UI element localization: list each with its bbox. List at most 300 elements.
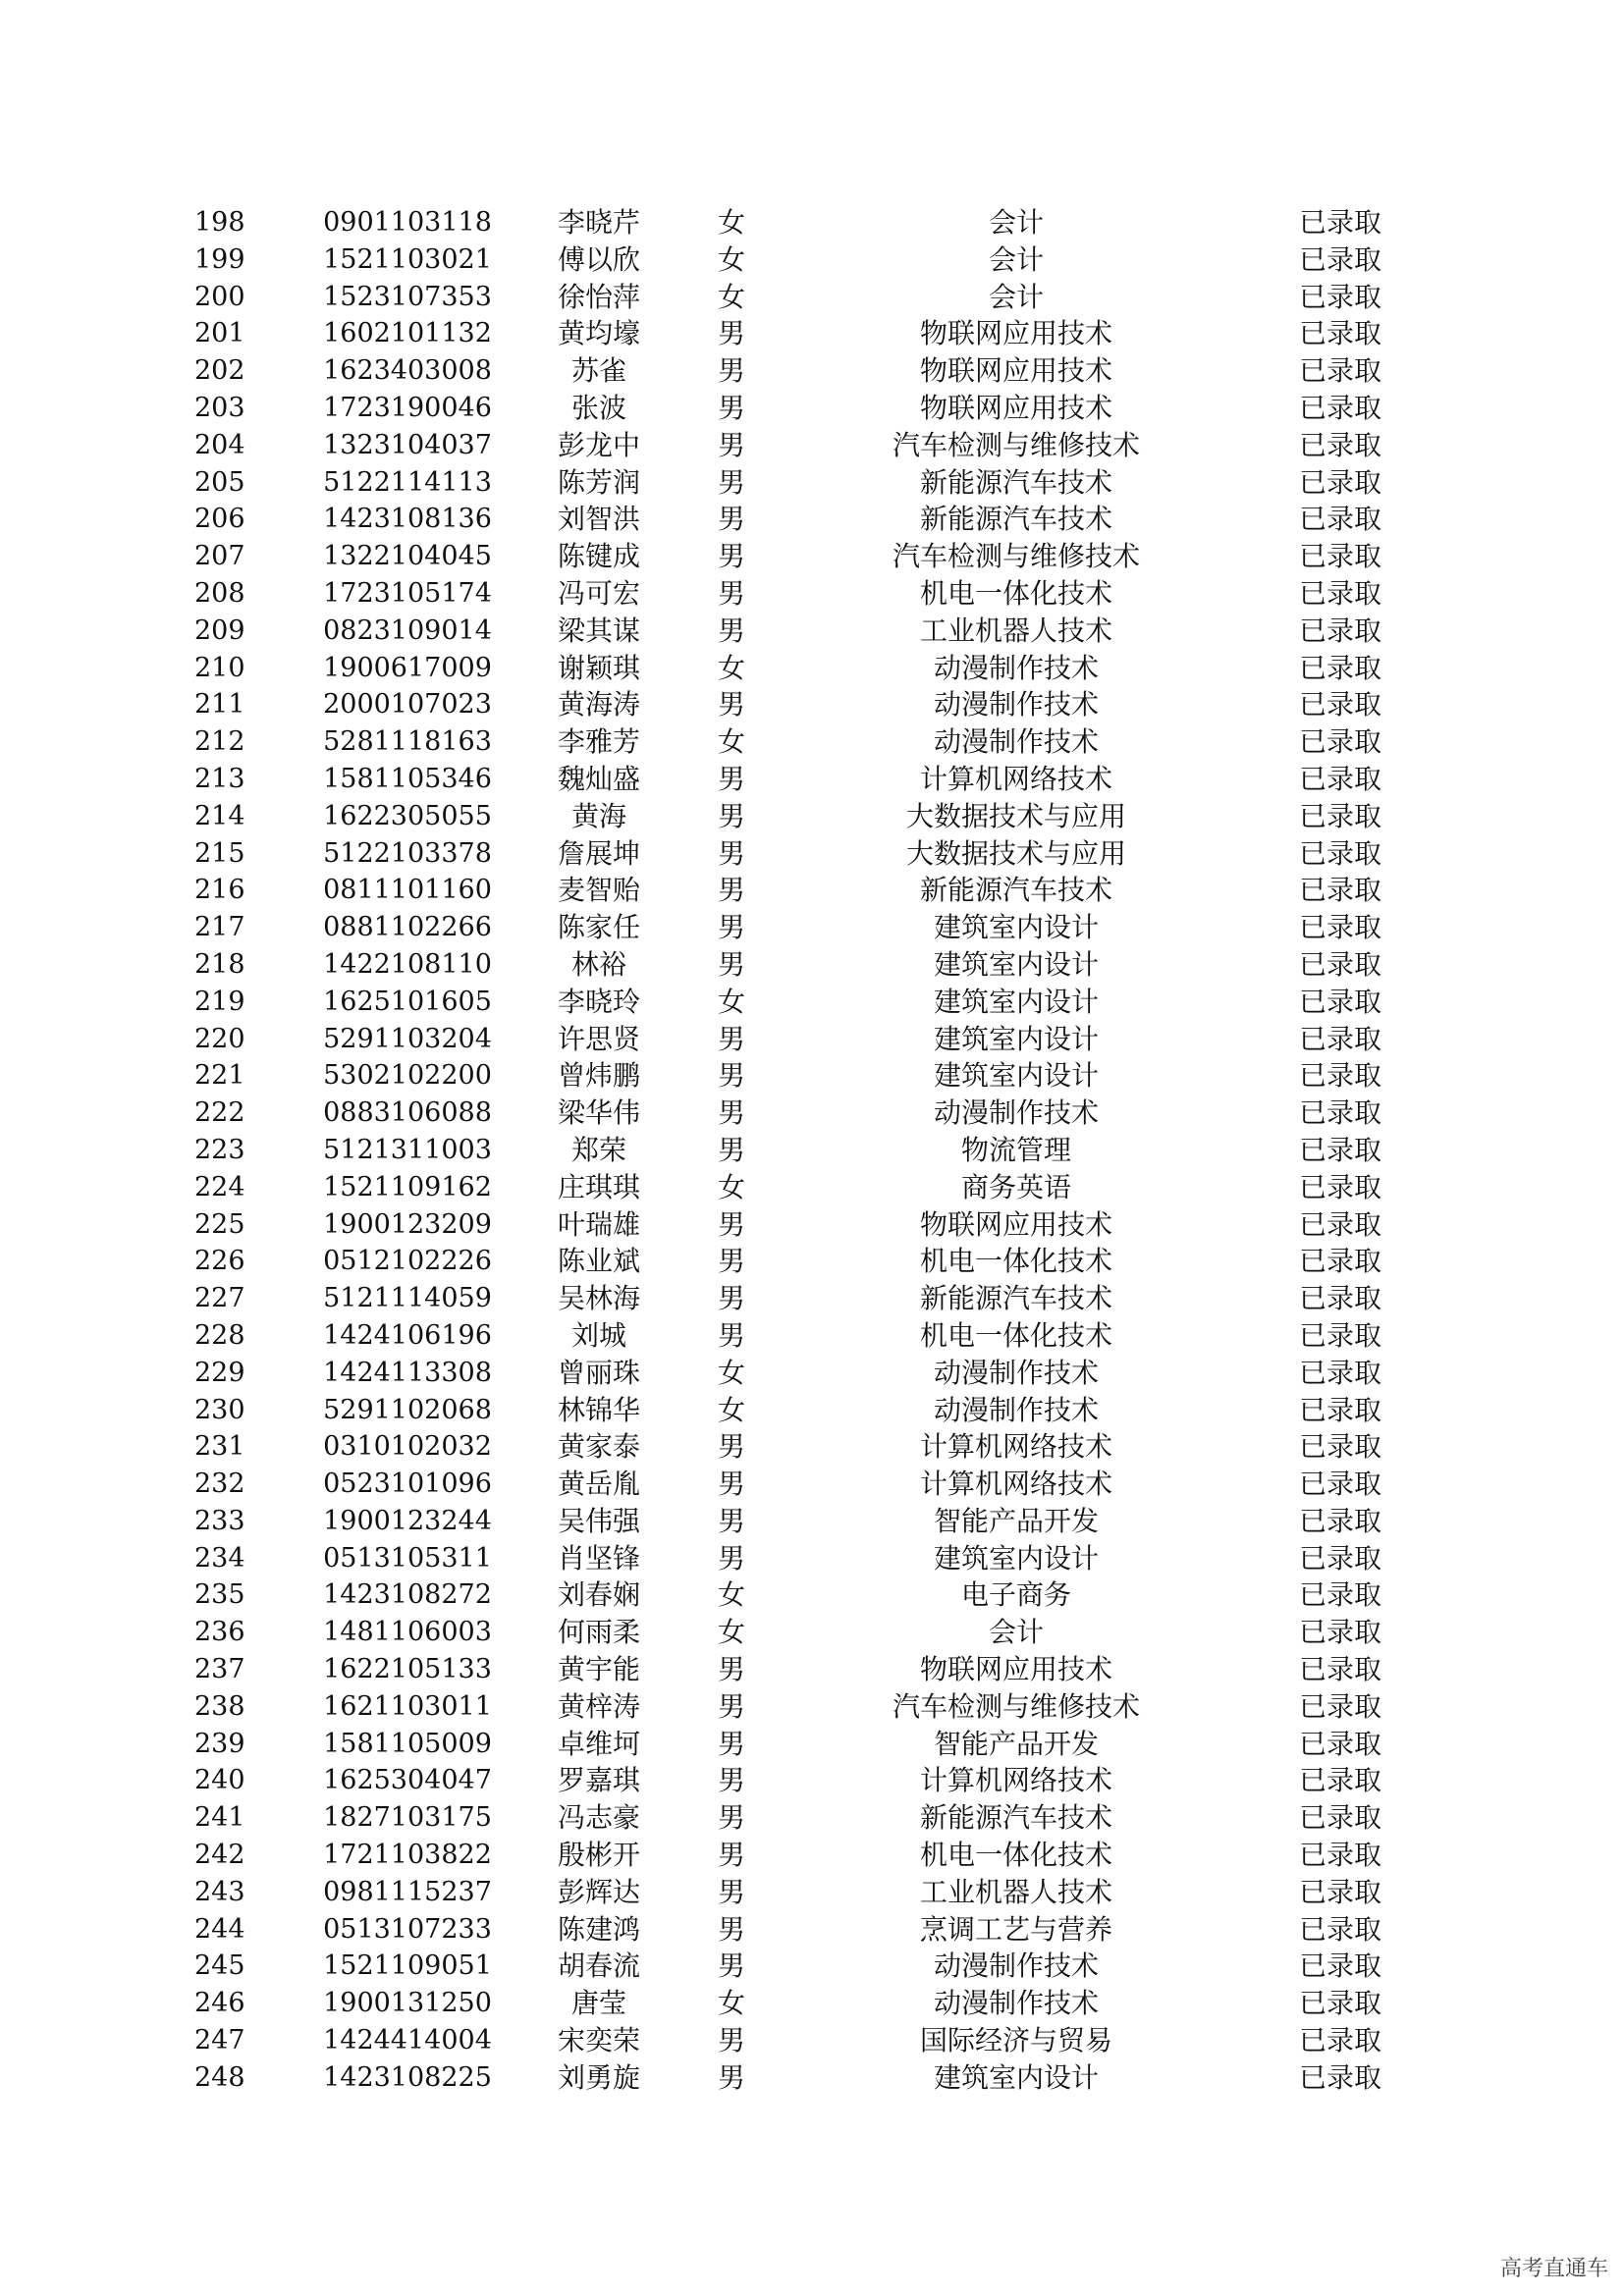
admission-list	[0, 204, 1624, 2097]
candidate-id: 1581105346	[323, 763, 492, 794]
admission-status: 已录取	[1298, 1504, 1381, 1537]
table-row	[0, 1132, 1624, 1169]
student-name: 傅以欣	[557, 242, 640, 276]
major: 动漫制作技术	[933, 1393, 1099, 1426]
gender: 男	[717, 540, 745, 573]
gender: 男	[717, 354, 745, 388]
candidate-id: 1523107353	[323, 281, 492, 312]
gender: 女	[717, 725, 745, 759]
table-row	[0, 464, 1624, 502]
major: 烹调工艺与营养	[919, 1912, 1112, 1946]
candidate-id: 1723105174	[323, 577, 492, 609]
table-row	[0, 1985, 1624, 2022]
major: 机电一体化技术	[919, 1839, 1112, 1872]
student-name: 陈家任	[557, 911, 640, 944]
major: 新能源汽车技术	[919, 503, 1112, 536]
gender: 男	[717, 1282, 745, 1315]
table-row	[0, 1466, 1624, 1503]
row-number: 233	[194, 1505, 245, 1536]
table-row	[0, 2059, 1624, 2097]
table-row	[0, 872, 1624, 909]
gender: 男	[717, 1764, 745, 1797]
major: 动漫制作技术	[933, 1949, 1099, 1983]
major: 智能产品开发	[933, 1504, 1099, 1537]
row-number: 235	[194, 1579, 245, 1611]
candidate-id: 0513107233	[323, 1913, 492, 1945]
row-number: 215	[194, 837, 245, 869]
candidate-id: 1625101605	[323, 986, 492, 1017]
gender: 女	[717, 242, 745, 276]
table-row	[0, 835, 1624, 873]
student-name: 卓维坷	[557, 1727, 640, 1760]
gender: 男	[717, 1504, 745, 1537]
student-name: 李雅芳	[557, 725, 640, 759]
candidate-id: 1521109162	[323, 1171, 492, 1202]
row-number: 202	[194, 355, 245, 387]
candidate-id: 5122103378	[323, 837, 492, 869]
candidate-id: 1322104045	[323, 541, 492, 572]
major: 建筑室内设计	[933, 1059, 1099, 1093]
candidate-id: 1521109051	[323, 1950, 492, 1982]
table-row	[0, 1576, 1624, 1614]
candidate-id: 1622105133	[323, 1654, 492, 1685]
table-row	[0, 1392, 1624, 1429]
student-name: 陈键成	[557, 540, 640, 573]
table-row	[0, 538, 1624, 575]
major: 国际经济与贸易	[919, 2024, 1112, 2057]
candidate-id: 0823109014	[323, 614, 492, 646]
major: 建筑室内设计	[933, 1022, 1099, 1055]
major: 动漫制作技术	[933, 1096, 1099, 1130]
admission-status: 已录取	[1298, 391, 1381, 424]
major: 汽车检测与维修技术	[892, 428, 1140, 461]
candidate-id: 1900123244	[323, 1505, 492, 1536]
admission-status: 已录取	[1298, 465, 1381, 499]
admission-status: 已录取	[1298, 2060, 1381, 2094]
gender: 女	[717, 1987, 745, 2020]
major: 会计	[988, 1616, 1044, 1649]
admission-status: 已录取	[1298, 1430, 1381, 1464]
table-row	[0, 1874, 1624, 1911]
admission-status: 已录取	[1298, 1875, 1381, 1908]
candidate-id: 2000107023	[323, 689, 492, 721]
student-name: 郑荣	[570, 1133, 626, 1166]
table-row	[0, 1355, 1624, 1392]
admission-status: 已录取	[1298, 1987, 1381, 2020]
admission-status: 已录取	[1298, 651, 1381, 684]
major: 动漫制作技术	[933, 688, 1099, 721]
table-row	[0, 1762, 1624, 1799]
candidate-id: 1422108110	[323, 948, 492, 980]
admission-status: 已录取	[1298, 540, 1381, 573]
admission-status: 已录取	[1298, 1356, 1381, 1389]
student-name: 曾炜鹏	[557, 1059, 640, 1093]
admission-status: 已录取	[1298, 576, 1381, 610]
gender: 女	[717, 1170, 745, 1203]
candidate-id: 5122114113	[323, 466, 492, 498]
gender: 男	[717, 503, 745, 536]
student-name: 苏雀	[570, 354, 626, 388]
row-number: 225	[194, 1208, 245, 1240]
row-number: 203	[194, 392, 245, 423]
table-row	[0, 1503, 1624, 1540]
student-name: 罗嘉琪	[557, 1764, 640, 1797]
candidate-id: 0901103118	[323, 207, 492, 238]
table-row	[0, 352, 1624, 390]
major: 建筑室内设计	[933, 947, 1099, 981]
major: 动漫制作技术	[933, 651, 1099, 684]
table-row	[0, 1688, 1624, 1726]
candidate-id: 1521103021	[323, 243, 492, 275]
admission-status: 已录取	[1298, 280, 1381, 313]
admission-status: 已录取	[1298, 1689, 1381, 1723]
gender: 男	[717, 465, 745, 499]
major: 智能产品开发	[933, 1727, 1099, 1760]
row-number: 199	[194, 243, 245, 275]
table-row	[0, 1317, 1624, 1355]
row-number: 218	[194, 948, 245, 980]
candidate-id: 1622305055	[323, 800, 492, 831]
gender: 男	[717, 874, 745, 907]
row-number: 226	[194, 1246, 245, 1277]
admission-status: 已录取	[1298, 1393, 1381, 1426]
major: 汽车检测与维修技术	[892, 1689, 1140, 1723]
candidate-id: 1581105009	[323, 1728, 492, 1759]
row-number: 242	[194, 1840, 245, 1871]
gender: 女	[717, 280, 745, 313]
candidate-id: 0881102266	[323, 912, 492, 943]
major: 新能源汽车技术	[919, 1801, 1112, 1835]
table-row	[0, 501, 1624, 538]
row-number: 234	[194, 1542, 245, 1574]
major: 物联网应用技术	[919, 317, 1112, 350]
row-number: 201	[194, 318, 245, 349]
table-row	[0, 1095, 1624, 1132]
admission-status: 已录取	[1298, 1912, 1381, 1946]
table-row	[0, 204, 1624, 241]
table-row	[0, 427, 1624, 464]
candidate-id: 1900617009	[323, 652, 492, 683]
row-number: 245	[194, 1950, 245, 1982]
table-row	[0, 1948, 1624, 1985]
row-number: 224	[194, 1171, 245, 1202]
student-name: 刘智洪	[557, 503, 640, 536]
candidate-id: 1423108225	[323, 2061, 492, 2093]
table-row	[0, 1428, 1624, 1466]
candidate-id: 1723190046	[323, 392, 492, 423]
admission-status: 已录取	[1298, 1133, 1381, 1166]
candidate-id: 1424106196	[323, 1319, 492, 1351]
gender: 女	[717, 1393, 745, 1426]
admission-status: 已录取	[1298, 1318, 1381, 1352]
candidate-id: 1625304047	[323, 1765, 492, 1796]
row-number: 241	[194, 1802, 245, 1834]
admission-status: 已录取	[1298, 1022, 1381, 1055]
admission-status: 已录取	[1298, 503, 1381, 536]
admission-status: 已录取	[1298, 911, 1381, 944]
table-row	[0, 1206, 1624, 1244]
row-number: 204	[194, 429, 245, 460]
admission-status: 已录取	[1298, 947, 1381, 981]
admission-status: 已录取	[1298, 2024, 1381, 2057]
student-name: 黄海	[570, 799, 626, 832]
gender: 男	[717, 2024, 745, 2057]
admission-status: 已录取	[1298, 836, 1381, 870]
row-number: 231	[194, 1431, 245, 1463]
gender: 女	[717, 1578, 745, 1612]
row-number: 198	[194, 207, 245, 238]
gender: 男	[717, 1468, 745, 1501]
student-name: 詹展坤	[557, 836, 640, 870]
gender: 男	[717, 1059, 745, 1093]
student-name: 林裕	[570, 947, 626, 981]
row-number: 240	[194, 1765, 245, 1796]
row-number: 248	[194, 2061, 245, 2093]
gender: 男	[717, 614, 745, 647]
admission-status: 已录取	[1298, 1653, 1381, 1686]
major: 建筑室内设计	[933, 2060, 1099, 2094]
gender: 男	[717, 391, 745, 424]
table-row	[0, 2022, 1624, 2059]
table-row	[0, 1651, 1624, 1688]
row-number: 247	[194, 2025, 245, 2056]
row-number: 217	[194, 912, 245, 943]
gender: 男	[717, 1949, 745, 1983]
gender: 男	[717, 1875, 745, 1908]
major: 物联网应用技术	[919, 1653, 1112, 1686]
gender: 男	[717, 1133, 745, 1166]
major: 计算机网络技术	[919, 1764, 1112, 1797]
candidate-id: 0883106088	[323, 1097, 492, 1129]
candidate-id: 1827103175	[323, 1802, 492, 1834]
candidate-id: 0513105311	[323, 1542, 492, 1574]
gender: 男	[717, 1245, 745, 1278]
candidate-id: 1423108136	[323, 504, 492, 535]
admission-status: 已录取	[1298, 1764, 1381, 1797]
admission-status: 已录取	[1298, 688, 1381, 721]
table-row	[0, 798, 1624, 835]
student-name: 黄海涛	[557, 688, 640, 721]
admission-status: 已录取	[1298, 428, 1381, 461]
candidate-id: 5121311003	[323, 1134, 492, 1165]
gender: 女	[717, 651, 745, 684]
row-number: 229	[194, 1357, 245, 1388]
major: 物联网应用技术	[919, 354, 1112, 388]
admission-status: 已录取	[1298, 354, 1381, 388]
admission-status: 已录取	[1298, 1727, 1381, 1760]
row-number: 237	[194, 1654, 245, 1685]
major: 工业机器人技术	[919, 614, 1112, 647]
student-name: 张波	[570, 391, 626, 424]
major: 会计	[988, 206, 1044, 239]
admission-status: 已录取	[1298, 1949, 1381, 1983]
candidate-id: 0523101096	[323, 1468, 492, 1500]
row-number: 206	[194, 504, 245, 535]
student-name: 谢颖琪	[557, 651, 640, 684]
student-name: 黄家泰	[557, 1430, 640, 1464]
major: 建筑室内设计	[933, 911, 1099, 944]
gender: 男	[717, 1839, 745, 1872]
gender: 男	[717, 1912, 745, 1946]
student-name: 许思贤	[557, 1022, 640, 1055]
gender: 男	[717, 576, 745, 610]
row-number: 205	[194, 466, 245, 498]
major: 建筑室内设计	[933, 985, 1099, 1018]
gender: 男	[717, 1689, 745, 1723]
candidate-id: 1621103011	[323, 1690, 492, 1722]
row-number: 210	[194, 652, 245, 683]
admission-status: 已录取	[1298, 1578, 1381, 1612]
gender: 男	[717, 688, 745, 721]
admission-status: 已录取	[1298, 1245, 1381, 1278]
candidate-id: 0811101160	[323, 875, 492, 906]
student-name: 李晓玲	[557, 985, 640, 1018]
major: 会计	[988, 280, 1044, 313]
student-name: 黄均壕	[557, 317, 640, 350]
student-name: 冯可宏	[557, 576, 640, 610]
row-number: 243	[194, 1876, 245, 1907]
major: 物联网应用技术	[919, 1207, 1112, 1241]
major: 动漫制作技术	[933, 1987, 1099, 2020]
major: 计算机网络技术	[919, 762, 1112, 795]
row-number: 238	[194, 1690, 245, 1722]
student-name: 肖坚锋	[557, 1541, 640, 1575]
gender: 男	[717, 1022, 745, 1055]
admission-status: 已录取	[1298, 1468, 1381, 1501]
row-number: 221	[194, 1060, 245, 1092]
student-name: 刘勇旋	[557, 2060, 640, 2094]
table-row	[0, 1614, 1624, 1651]
student-name: 冯志豪	[557, 1801, 640, 1835]
major: 计算机网络技术	[919, 1468, 1112, 1501]
major: 新能源汽车技术	[919, 465, 1112, 499]
admission-status: 已录取	[1298, 799, 1381, 832]
major: 电子商务	[960, 1578, 1071, 1612]
student-name: 吴林海	[557, 1282, 640, 1315]
student-name: 唐莹	[570, 1987, 626, 2020]
row-number: 246	[194, 1988, 245, 2019]
table-row	[0, 946, 1624, 984]
row-number: 220	[194, 1023, 245, 1054]
table-row	[0, 650, 1624, 687]
gender: 男	[717, 1653, 745, 1686]
row-number: 200	[194, 281, 245, 312]
admission-status: 已录取	[1298, 1616, 1381, 1649]
gender: 男	[717, 1430, 745, 1464]
student-name: 吴伟强	[557, 1504, 640, 1537]
major: 汽车检测与维修技术	[892, 540, 1140, 573]
table-row	[0, 279, 1624, 316]
table-row	[0, 686, 1624, 723]
table-row	[0, 1837, 1624, 1874]
major: 会计	[988, 242, 1044, 276]
student-name: 陈芳润	[557, 465, 640, 499]
candidate-id: 1602101132	[323, 318, 492, 349]
major: 动漫制作技术	[933, 1356, 1099, 1389]
candidate-id: 0310102032	[323, 1431, 492, 1463]
row-number: 239	[194, 1728, 245, 1759]
student-name: 陈业斌	[557, 1245, 640, 1278]
admission-status: 已录取	[1298, 242, 1381, 276]
student-name: 叶瑞雄	[557, 1207, 640, 1241]
table-row	[0, 241, 1624, 279]
gender: 男	[717, 1318, 745, 1352]
student-name: 何雨柔	[557, 1616, 640, 1649]
gender: 男	[717, 947, 745, 981]
candidate-id: 5121114059	[323, 1283, 492, 1314]
gender: 女	[717, 1616, 745, 1649]
row-number: 230	[194, 1394, 245, 1425]
candidate-id: 1900131250	[323, 1988, 492, 2019]
table-row	[0, 1057, 1624, 1095]
gender: 男	[717, 2060, 745, 2094]
major: 商务英语	[960, 1170, 1071, 1203]
admission-status: 已录取	[1298, 614, 1381, 647]
admission-status: 已录取	[1298, 1541, 1381, 1575]
student-name: 曾丽珠	[557, 1356, 640, 1389]
candidate-id: 5281118163	[323, 726, 492, 758]
candidate-id: 1323104037	[323, 429, 492, 460]
admission-status: 已录取	[1298, 1059, 1381, 1093]
major: 大数据技术与应用	[905, 799, 1126, 832]
admission-status: 已录取	[1298, 985, 1381, 1018]
student-name: 彭辉达	[557, 1875, 640, 1908]
admission-status: 已录取	[1298, 1801, 1381, 1835]
student-name: 李晓芹	[557, 206, 640, 239]
student-name: 庄琪琪	[557, 1170, 640, 1203]
gender: 男	[717, 1727, 745, 1760]
table-row	[0, 1021, 1624, 1058]
table-row	[0, 761, 1624, 798]
admission-status: 已录取	[1298, 1282, 1381, 1315]
admission-status: 已录取	[1298, 1839, 1381, 1872]
student-name: 彭龙中	[557, 428, 640, 461]
major: 机电一体化技术	[919, 576, 1112, 610]
table-row	[0, 1799, 1624, 1837]
gender: 男	[717, 317, 745, 350]
student-name: 黄宇能	[557, 1653, 640, 1686]
table-row	[0, 723, 1624, 761]
row-number: 222	[194, 1097, 245, 1129]
row-number: 212	[194, 726, 245, 758]
major: 机电一体化技术	[919, 1245, 1112, 1278]
student-name: 殷彬开	[557, 1839, 640, 1872]
table-row	[0, 1911, 1624, 1949]
candidate-id: 1721103822	[323, 1840, 492, 1871]
row-number: 227	[194, 1283, 245, 1314]
gender: 男	[717, 836, 745, 870]
gender: 女	[717, 985, 745, 1018]
gender: 男	[717, 1541, 745, 1575]
candidate-id: 5291102068	[323, 1394, 492, 1425]
candidate-id: 0981115237	[323, 1876, 492, 1907]
row-number: 219	[194, 986, 245, 1017]
student-name: 徐怡萍	[557, 280, 640, 313]
student-name: 魏灿盛	[557, 762, 640, 795]
candidate-id: 5302102200	[323, 1060, 492, 1092]
table-row	[0, 909, 1624, 946]
table-row	[0, 575, 1624, 613]
row-number: 207	[194, 541, 245, 572]
student-name: 黄梓涛	[557, 1689, 640, 1723]
major: 新能源汽车技术	[919, 874, 1112, 907]
row-number: 216	[194, 875, 245, 906]
gender: 男	[717, 1096, 745, 1130]
row-number: 208	[194, 577, 245, 609]
major: 建筑室内设计	[933, 1541, 1099, 1575]
candidate-id: 5291103204	[323, 1023, 492, 1054]
admission-status: 已录取	[1298, 1170, 1381, 1203]
